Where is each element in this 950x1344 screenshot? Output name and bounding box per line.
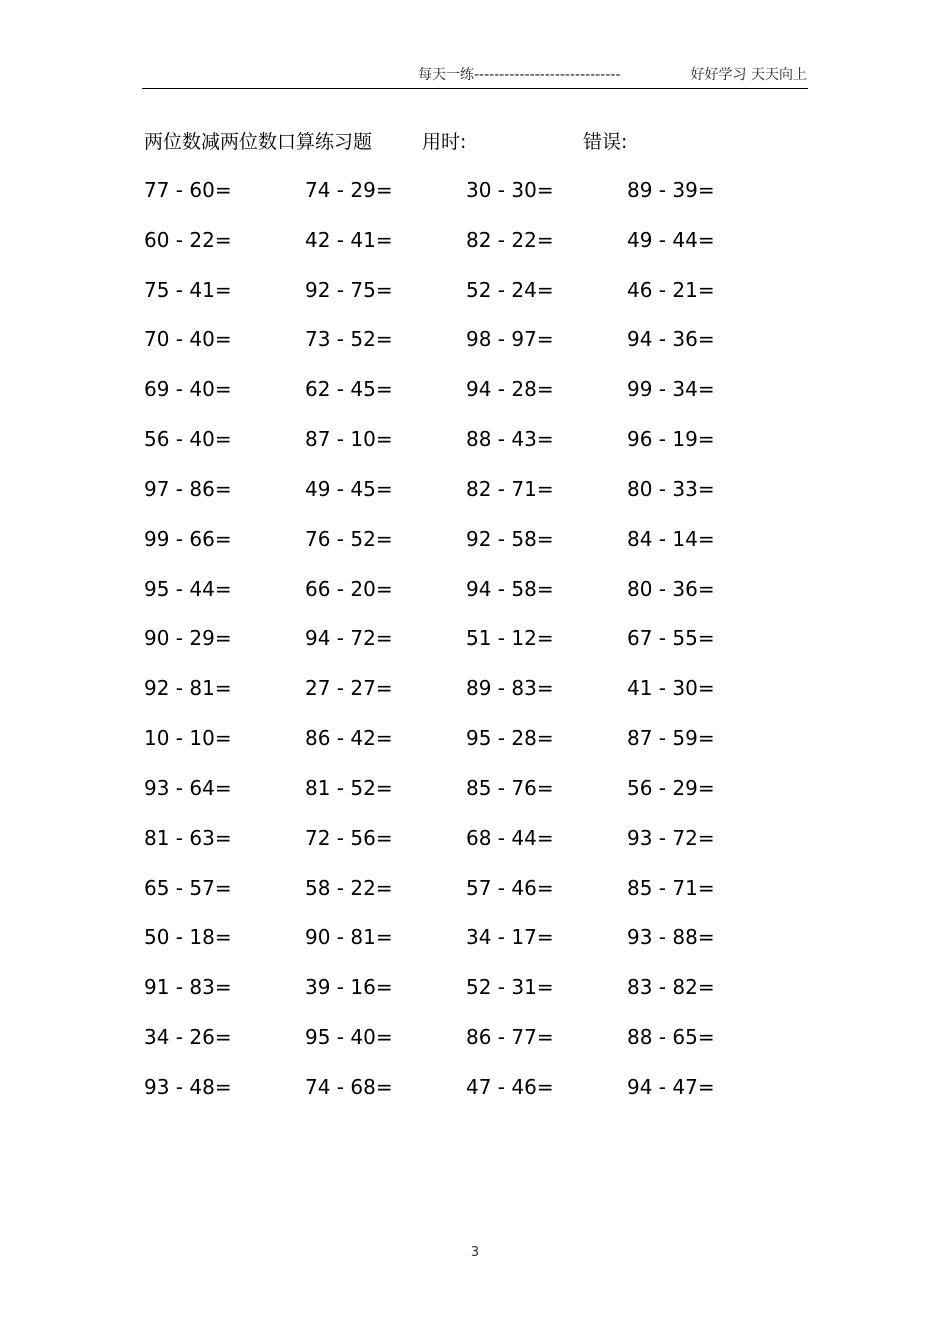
worksheet-title: 两位数减两位数口算练习题 xyxy=(144,131,373,153)
problem-item: 69 - 40= xyxy=(144,377,232,402)
problem-item: 66 - 20= xyxy=(305,576,393,601)
problem-item: 94 - 36= xyxy=(627,327,715,352)
header-left-text: 每天一练----------------------------- xyxy=(418,67,621,83)
problem-item: 93 - 88= xyxy=(627,925,715,950)
problem-item: 94 - 72= xyxy=(305,626,393,651)
problem-item: 92 - 75= xyxy=(305,277,393,302)
problem-item: 50 - 18= xyxy=(144,925,232,950)
problem-item: 34 - 17= xyxy=(466,925,554,950)
problem-item: 56 - 29= xyxy=(627,775,715,800)
problem-item: 60 - 22= xyxy=(144,227,232,252)
header-right-text: 好好学习 天天向上 xyxy=(690,67,807,83)
problem-item: 99 - 66= xyxy=(144,526,232,551)
problem-item: 41 - 30= xyxy=(627,676,715,701)
problem-item: 95 - 44= xyxy=(144,576,232,601)
problem-item: 90 - 29= xyxy=(144,626,232,651)
problem-item: 93 - 72= xyxy=(627,825,715,850)
problem-item: 89 - 39= xyxy=(627,178,715,202)
time-label: 用时: xyxy=(422,131,467,153)
problem-item: 47 - 46= xyxy=(466,1074,554,1099)
problem-item: 87 - 10= xyxy=(305,427,393,452)
problem-item: 10 - 10= xyxy=(144,726,232,751)
problem-item: 74 - 29= xyxy=(305,178,393,202)
error-label: 错误: xyxy=(583,131,628,153)
header-divider xyxy=(142,88,808,89)
problem-item: 73 - 52= xyxy=(305,327,393,352)
problem-item: 91 - 83= xyxy=(144,975,232,1000)
problem-item: 80 - 36= xyxy=(627,576,715,601)
problem-item: 46 - 21= xyxy=(627,277,715,302)
problem-item: 30 - 30= xyxy=(466,178,554,202)
problem-item: 62 - 45= xyxy=(305,377,393,402)
problem-item: 52 - 31= xyxy=(466,975,554,1000)
problem-item: 81 - 52= xyxy=(305,775,393,800)
title-row xyxy=(0,128,950,156)
problem-item: 57 - 46= xyxy=(466,875,554,900)
problem-item: 74 - 68= xyxy=(305,1074,393,1099)
problem-item: 90 - 81= xyxy=(305,925,393,950)
problem-item: 39 - 16= xyxy=(305,975,393,1000)
problem-item: 49 - 45= xyxy=(305,476,393,501)
problem-item: 98 - 97= xyxy=(466,327,554,352)
problem-item: 82 - 71= xyxy=(466,476,554,501)
problem-item: 86 - 77= xyxy=(466,1025,554,1050)
problem-item: 97 - 86= xyxy=(144,476,232,501)
problem-item: 89 - 83= xyxy=(466,676,554,701)
problem-item: 96 - 19= xyxy=(627,427,715,452)
problem-item: 88 - 65= xyxy=(627,1025,715,1050)
problem-item: 82 - 22= xyxy=(466,227,554,252)
problem-item: 94 - 28= xyxy=(466,377,554,402)
problem-item: 88 - 43= xyxy=(466,427,554,452)
problem-item: 65 - 57= xyxy=(144,875,232,900)
problem-item: 84 - 14= xyxy=(627,526,715,551)
problem-item: 92 - 81= xyxy=(144,676,232,701)
problem-item: 95 - 28= xyxy=(466,726,554,751)
page-number: 3 xyxy=(470,1245,480,1260)
problem-item: 80 - 33= xyxy=(627,476,715,501)
problem-item: 49 - 44= xyxy=(627,227,715,252)
problem-item: 72 - 56= xyxy=(305,825,393,850)
problem-item: 58 - 22= xyxy=(305,875,393,900)
problem-item: 27 - 27= xyxy=(305,676,393,701)
problem-item: 56 - 40= xyxy=(144,427,232,452)
problem-item: 52 - 24= xyxy=(466,277,554,302)
problem-item: 94 - 47= xyxy=(627,1074,715,1099)
problem-item: 83 - 82= xyxy=(627,975,715,1000)
problem-item: 85 - 76= xyxy=(466,775,554,800)
problem-item: 76 - 52= xyxy=(305,526,393,551)
problem-item: 68 - 44= xyxy=(466,825,554,850)
problem-item: 93 - 48= xyxy=(144,1074,232,1099)
problem-item: 70 - 40= xyxy=(144,327,232,352)
problem-item: 67 - 55= xyxy=(627,626,715,651)
problem-item: 87 - 59= xyxy=(627,726,715,751)
problem-item: 85 - 71= xyxy=(627,875,715,900)
problem-item: 77 - 60= xyxy=(144,178,232,202)
problem-item: 81 - 63= xyxy=(144,825,232,850)
problem-item: 92 - 58= xyxy=(466,526,554,551)
problem-item: 99 - 34= xyxy=(627,377,715,402)
problem-item: 42 - 41= xyxy=(305,227,393,252)
problem-item: 75 - 41= xyxy=(144,277,232,302)
problem-item: 34 - 26= xyxy=(144,1025,232,1050)
problem-item: 86 - 42= xyxy=(305,726,393,751)
problem-item: 94 - 58= xyxy=(466,576,554,601)
problem-item: 95 - 40= xyxy=(305,1025,393,1050)
problem-item: 51 - 12= xyxy=(466,626,554,651)
problem-grid xyxy=(144,176,784,1123)
problem-item: 93 - 64= xyxy=(144,775,232,800)
